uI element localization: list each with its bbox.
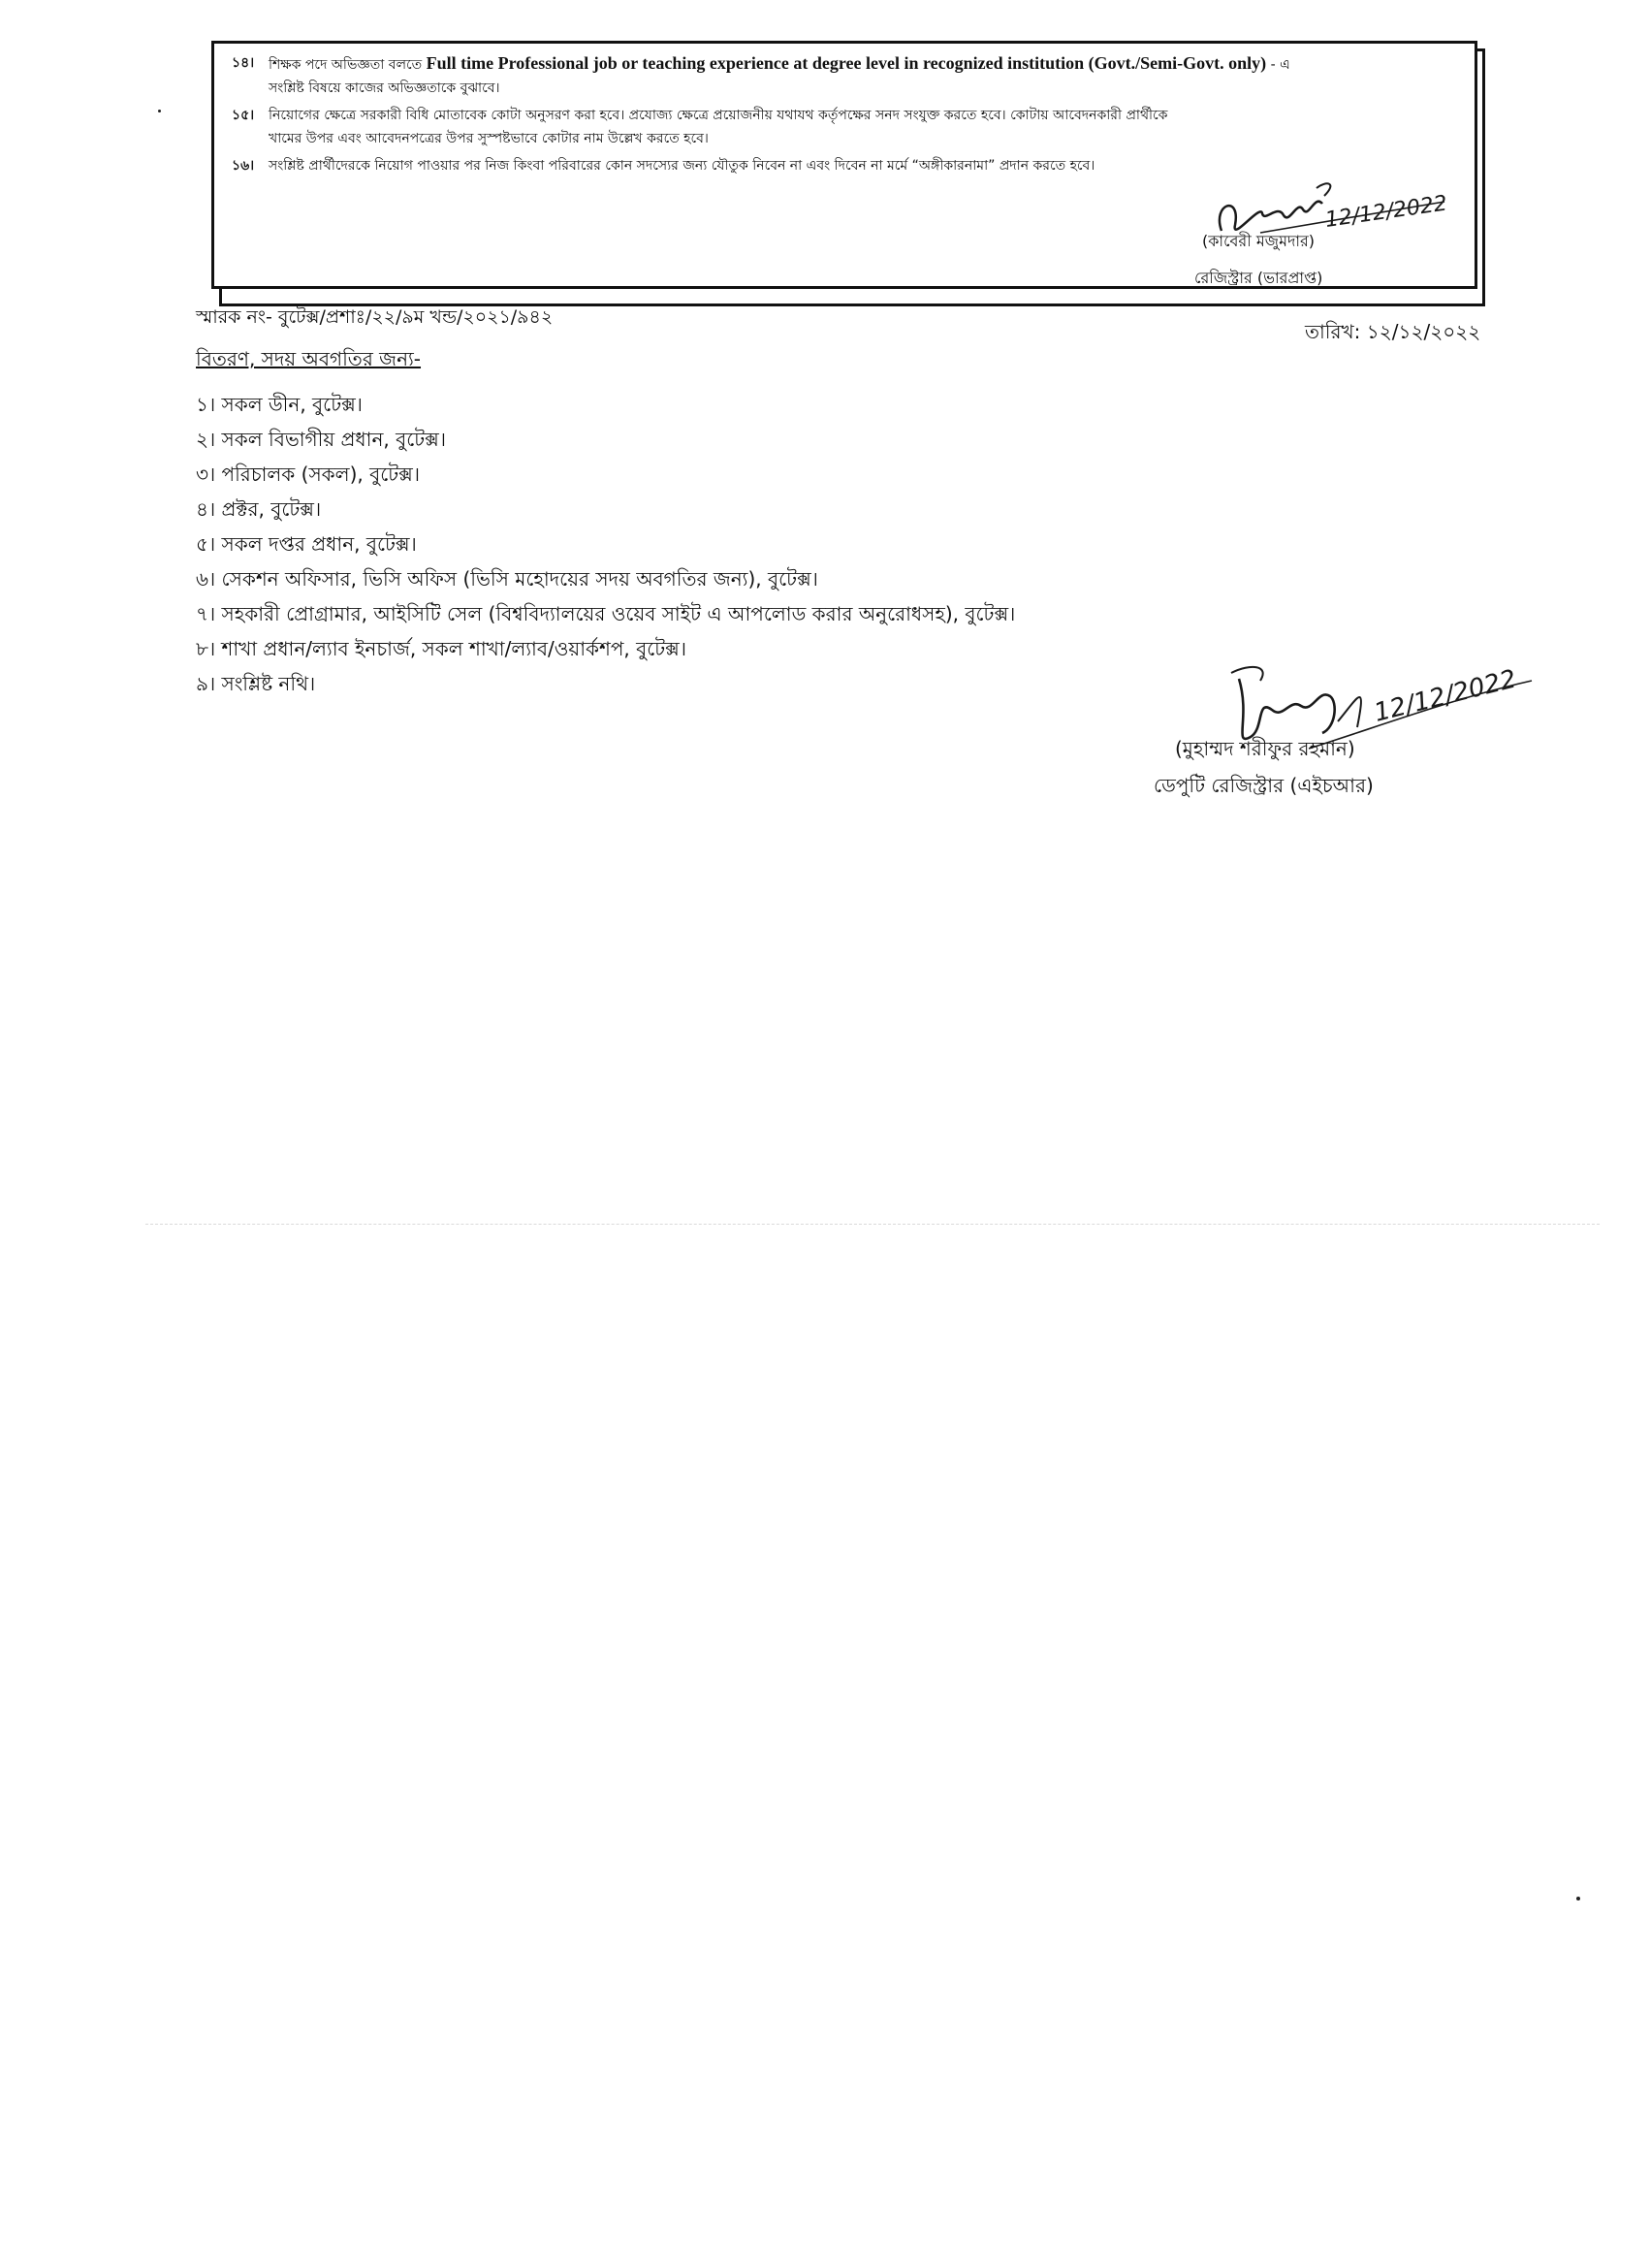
- clause-number: ১৪।: [232, 55, 255, 71]
- signatory-name: (কাবেরী মজুমদার): [1202, 232, 1316, 250]
- clause-text: নিয়োগের ক্ষেত্রে সরকারী বিধি মোতাবেক কোটা অনুসরণ করা হবে। প্রযোজ্য ক্ষেত্রে প্রয়োজনীয় যথাযথ কর্তৃপক্ষের সনদ সংযুক্ত করতে হবে। কোটায় আবেদনকারী প্রার্থীকে: [269, 108, 1168, 123]
- list-item: ৬। সেকশন অফিসার, ভিসি অফিস (ভিসি মহোদয়ের সদয় অবগতির জন্য), বুটেক্স।: [196, 567, 818, 591]
- clause-text-english: Full time Professional job or teaching experience at degree level in recognized institution (Govt./Semi-Govt. only): [426, 53, 1267, 73]
- list-item: ১। সকল ডীন, বুটেক্স।: [196, 393, 363, 416]
- clause-number: ১৬।: [232, 158, 255, 174]
- clause-text-suffix: - এ: [1270, 57, 1290, 73]
- clause-text-continued: খামের উপর এবং আবেদনপত্রের উপর সুস্পষ্টভাবে কোটার নাম উল্লেখ করতে হবে।: [269, 131, 709, 146]
- list-item: ৯। সংশ্লিষ্ট নথি।: [196, 672, 316, 695]
- list-item: ৮। শাখা প্রধান/ল্যাব ইনচার্জ, সকল শাখা/ল্যাব/ওয়ার্কশপ, বুটেক্স।: [196, 637, 687, 660]
- clause-text: শিক্ষক পদে অভিজ্ঞতা বলতে: [269, 57, 423, 73]
- list-item: ৭। সহকারী প্রোগ্রামার, আইসিটি সেল (বিশ্ববিদ্যালয়ের ওয়েব সাইট এ আপলোড করার অনুরোধসহ), বুটেক্স।: [196, 602, 1016, 625]
- second-signatory-name: (মুহাম্মদ শরীফুর রহমান): [1175, 737, 1355, 760]
- distribution-heading: বিতরণ, সদয় অবগতির জন্য-: [196, 347, 422, 370]
- scan-speck: [1576, 1897, 1580, 1901]
- clause-text: সংশ্লিষ্ট প্রার্থীদেরকে নিয়োগ পাওয়ার পর নিজ কিংবা পরিবারের কোন সদস্যের জন্য যৌতুক নিবেন না এবং দিবেন না মর্মে “অঙ্গীকারনামা” প্রদান করতে হবে।: [269, 158, 1095, 174]
- list-item: ২। সকল বিভাগীয় প্রধান, বুটেক্স।: [196, 428, 447, 451]
- clause-text-continued: সংশ্লিষ্ট বিষয়ে কাজের অভিজ্ঞতাকে বুঝাবে।: [269, 80, 500, 96]
- list-item: ৪। প্রক্টর, বুটেক্স।: [196, 497, 322, 521]
- signatory-title: রেজিস্ট্রার (ভারপ্রাপ্ত): [1194, 269, 1323, 287]
- list-item: ৫। সকল দপ্তর প্রধান, বুটেক্স।: [196, 532, 417, 556]
- scan-speck: [158, 110, 161, 112]
- memo-number: স্মারক নং- বুটেক্স/প্রশাঃ/২২/৯ম খন্ড/২০২১/৯৪২: [196, 306, 554, 328]
- list-item: ৩। পরিচালক (সকল), বুটেক্স।: [196, 463, 420, 486]
- memo-date: তারিখ: ১২/১২/২০২২: [1305, 320, 1481, 343]
- svg-text:12/12/2022: 12/12/2022: [1323, 191, 1449, 233]
- scan-fold-line: [145, 1224, 1600, 1225]
- clause-number: ১৫।: [232, 108, 255, 123]
- svg-text:12/12/2022: 12/12/2022: [1371, 664, 1520, 728]
- second-signatory-title: ডেপুটি রেজিস্ট্রার (এইচআর): [1154, 774, 1374, 797]
